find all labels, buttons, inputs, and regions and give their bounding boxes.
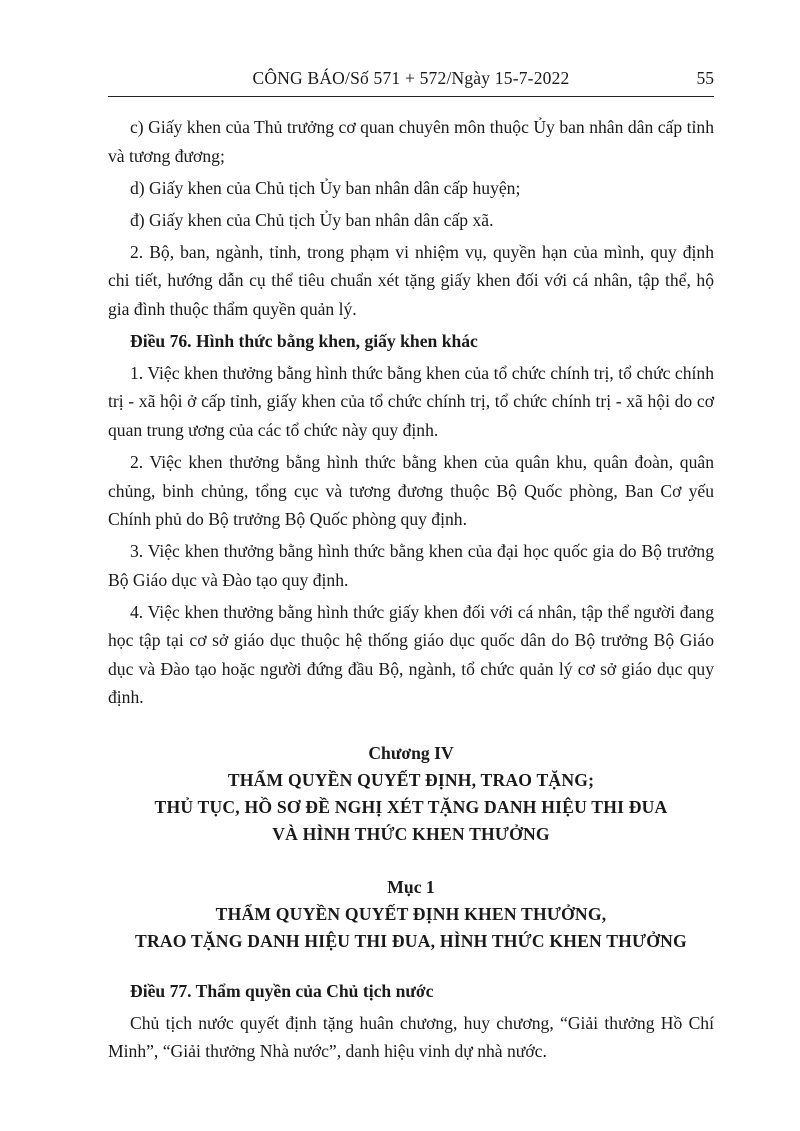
chapter-title-line-3: VÀ HÌNH THỨC KHEN THƯỞNG <box>272 823 550 844</box>
paragraph-dd: đ) Giấy khen của Chủ tịch Ủy ban nhân dân cấp xã. <box>130 209 494 230</box>
document-body <box>108 113 714 1069</box>
chapter-title-line-1: THẨM QUYỀN QUYẾT ĐỊNH, TRAO TẶNG; <box>227 769 595 790</box>
article-76-clause-4: 4. Việc khen thưởng bằng hình thức giấy khen đối với cá nhân, tập thể người đang học tập tại cơ sở giáo dục thuộc hệ thống giáo dục quốc dân do Bộ trưởng Bộ Giáo dục và Đào tạo hoặc người đứng đầu Bộ, ngành, tổ chức quản lý cơ sở giáo dục quy định. <box>108 601 714 708</box>
section-heading <box>108 874 714 955</box>
article-76-heading: Điều 76. Hình thức bằng khen, giấy khen khác <box>130 330 478 351</box>
chapter-heading <box>108 740 714 848</box>
article-76-clause-3: 3. Việc khen thưởng bằng hình thức bằng khen của đại học quốc gia do Bộ trưởng Bộ Giáo dục và Đào tạo quy định. <box>108 541 714 590</box>
paragraph-2: 2. Bộ, ban, ngành, tỉnh, trong phạm vi nhiệm vụ, quyền hạn của mình, quy định chi tiết, hướng dẫn cụ thể tiêu chuẩn xét tặng giấy khen đối với cá nhân, tập thể, hộ gia đình thuộc thẩm quyền quản lý. <box>108 241 714 319</box>
paragraph-c: c) Giấy khen của Thủ trưởng cơ quan chuyên môn thuộc Ủy ban nhân dân cấp tỉnh và tương đương; <box>108 117 714 166</box>
gazette-header-title: CÔNG BÁO/Số 571 + 572/Ngày 15-7-2022 <box>252 68 570 88</box>
page-header <box>108 64 714 97</box>
article-76-clause-2: 2. Việc khen thưởng bằng hình thức bằng khen của quân khu, quân đoàn, quân chủng, binh chủng, tổng cục và tương đương thuộc Bộ Quốc phòng, Ban Cơ yếu Chính phủ do Bộ trưởng Bộ Quốc phòng quy định. <box>108 452 714 530</box>
article-77-heading: Điều 77. Thẩm quyền của Chủ tịch nước <box>130 980 434 1001</box>
section-label: Mục 1 <box>387 876 435 897</box>
section-title-line-2: TRAO TẶNG DANH HIỆU THI ĐUA, HÌNH THỨC KHEN THƯỞNG <box>135 930 687 951</box>
chapter-label: Chương IV <box>368 742 454 763</box>
article-76-clause-1: 1. Việc khen thưởng bằng hình thức bằng khen của tổ chức chính trị, tổ chức chính trị - xã hội ở cấp tỉnh, giấy khen của tổ chức chính trị, tổ chức chính trị - xã hội do cơ quan trung ương của các tổ chức này quy định. <box>108 362 714 440</box>
chapter-title-line-2: THỦ TỤC, HỒ SƠ ĐỀ NGHỊ XÉT TẶNG DANH HIỆU THI ĐUA <box>154 796 668 817</box>
article-77-paragraph: Chủ tịch nước quyết định tặng huân chương, huy chương, “Giải thưởng Hồ Chí Minh”, “Giải thưởng Nhà nước”, danh hiệu vinh dự nhà nước. <box>108 1012 714 1062</box>
section-title-line-1: THẨM QUYỀN QUYẾT ĐỊNH KHEN THƯỞNG, <box>215 903 607 924</box>
paragraph-d: d) Giấy khen của Chủ tịch Ủy ban nhân dân cấp huyện; <box>130 177 521 198</box>
page-number: 55 <box>696 68 714 88</box>
